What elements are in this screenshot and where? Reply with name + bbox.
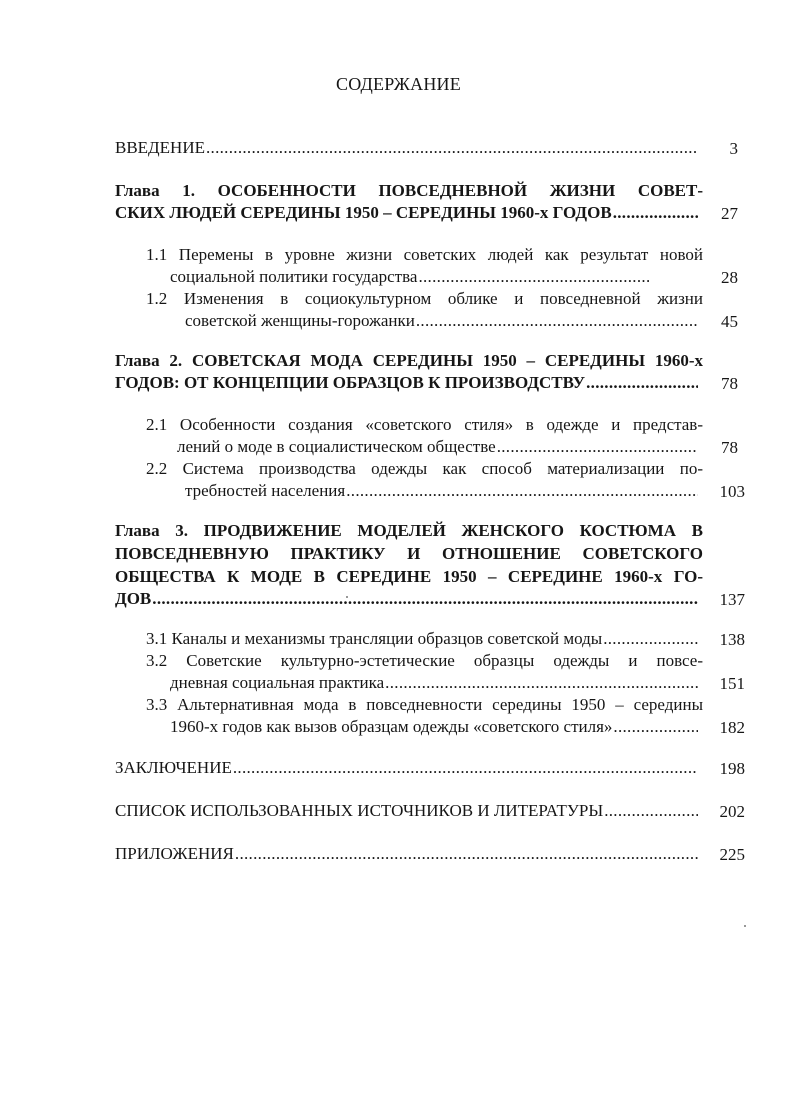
- page-number: 103: [719, 482, 745, 501]
- page-number: 151: [719, 674, 745, 693]
- page-number: 137: [719, 590, 745, 609]
- toc-section-3-3-cont: [170, 716, 698, 738]
- dot-leader: [613, 202, 698, 224]
- dot-leader: [497, 436, 698, 458]
- toc-section-3-2: [146, 650, 703, 672]
- dot-leader: [152, 588, 698, 610]
- page-number: 198: [719, 759, 745, 778]
- toc-section-2-1-cont: [177, 436, 698, 458]
- entry-label: ЗАКЛЮЧЕНИЕ: [115, 758, 232, 777]
- chapter-title-line: ОБЩЕСТВА К МОДЕ В СЕРЕДИНЕ 1950 – СЕРЕДИНЕ 1960-х ГО-: [115, 567, 703, 586]
- toc-chapter-2-cont: [115, 372, 698, 394]
- section-title-line: 3.3 Альтернативная мода в повседневности середины 1950 – середины: [146, 695, 703, 714]
- page-number: 202: [719, 802, 745, 821]
- toc-chapter-3-line4: [115, 588, 698, 610]
- toc-entry-sources: [115, 800, 698, 822]
- toc-chapter-3-line3: [115, 566, 703, 588]
- chapter-title-line: Глава 3. ПРОДВИЖЕНИЕ МОДЕЛЕЙ ЖЕНСКОГО КОСТЮМА В: [115, 521, 703, 540]
- dot-leader: [385, 672, 698, 694]
- chapter-title-line: СКИХ ЛЮДЕЙ СЕРЕДИНЫ 1950 – СЕРЕДИНЫ 1960-х ГОДОВ: [115, 203, 612, 222]
- dot-leader: [233, 757, 698, 779]
- dot-leader: [206, 137, 698, 159]
- section-title-line: дневная социальная практика: [170, 673, 385, 692]
- dot-leader: [418, 266, 649, 288]
- page-number: 45: [721, 312, 738, 331]
- page-number: 138: [719, 630, 745, 649]
- page-number: 28: [721, 268, 738, 287]
- section-title-line: 3.2 Советские культурно-эстетические образцы одежды и повсе-: [146, 651, 703, 670]
- chapter-title-line: Глава 1. ОСОБЕННОСТИ ПОВСЕДНЕВНОЙ ЖИЗНИ СОВЕТ-: [115, 181, 703, 200]
- section-title-line: 1.1 Перемены в уровне жизни советских людей как результат новой: [146, 245, 703, 264]
- toc-chapter-2: [115, 350, 703, 372]
- toc-chapter-3: [115, 520, 703, 542]
- toc-section-3-2-cont: [170, 672, 698, 694]
- toc-section-2-1: [146, 414, 703, 436]
- section-title-line: 1.2 Изменения в социокультурном облике и повседневной жизни: [146, 289, 703, 308]
- toc-section-1-1: [146, 244, 703, 266]
- scan-speck: [346, 596, 348, 598]
- section-title-line: советской женщины-горожанки: [185, 311, 415, 330]
- toc-section-3-1: [146, 628, 698, 650]
- toc-section-2-2: [146, 458, 703, 480]
- page-number: 3: [729, 139, 738, 158]
- page-number: 182: [719, 718, 745, 737]
- page-number: 27: [721, 204, 738, 223]
- chapter-title-line: Глава 2. СОВЕТСКАЯ МОДА СЕРЕДИНЫ 1950 – СЕРЕДИНЫ 1960-х: [115, 351, 703, 370]
- page-number: 78: [721, 374, 738, 393]
- toc-entry-appendices: [115, 843, 698, 865]
- toc-section-2-2-cont: [185, 480, 698, 502]
- section-title-line: 3.1 Каналы и механизмы трансляции образцов советской моды: [146, 629, 603, 648]
- toc-section-1-2: [146, 288, 703, 310]
- dot-leader: [416, 310, 698, 332]
- entry-label: СПИСОК ИСПОЛЬЗОВАННЫХ ИСТОЧНИКОВ И ЛИТЕРАТУРЫ: [115, 801, 604, 820]
- section-title-line: социальной политики государства: [170, 267, 418, 286]
- toc-chapter-1: [115, 180, 703, 202]
- toc-section-1-2-cont: [185, 310, 698, 332]
- chapter-title-line: ГОДОВ: ОТ КОНЦЕПЦИИ ОБРАЗЦОВ К ПРОИЗВОДСТВУ: [115, 373, 586, 392]
- toc-section-3-3: [146, 694, 703, 716]
- toc-entry-introduction: [115, 137, 698, 159]
- section-title-line: 2.1 Особенности создания «советского стиля» в одежде и представ-: [146, 415, 703, 434]
- dot-leader: [586, 372, 698, 394]
- dot-leader: [346, 480, 698, 502]
- section-title-line: 2.2 Система производства одежды как способ материализации по-: [146, 459, 703, 478]
- dot-leader: [604, 800, 698, 822]
- entry-label: ВВЕДЕНИЕ: [115, 138, 205, 157]
- entry-label: ПРИЛОЖЕНИЯ: [115, 844, 234, 863]
- toc-section-1-1-cont: [170, 266, 649, 288]
- scan-speck: [744, 925, 746, 927]
- dot-leader: [613, 716, 698, 738]
- section-title-line: требностей населения: [185, 481, 346, 500]
- page-title: СОДЕРЖАНИЕ: [336, 74, 461, 94]
- dot-leader: [235, 843, 698, 865]
- page-number: 78: [721, 438, 738, 457]
- page-number: 225: [719, 845, 745, 864]
- chapter-title-line: ДОВ: [115, 589, 152, 608]
- section-title-line: 1960-х годов как вызов образцам одежды «советского стиля»: [170, 717, 613, 736]
- toc-chapter-3-line2: [115, 543, 703, 565]
- chapter-title-line: ПОВСЕДНЕВНУЮ ПРАКТИКУ И ОТНОШЕНИЕ СОВЕТСКОГО: [115, 544, 703, 563]
- toc-chapter-1-cont: [115, 202, 698, 224]
- toc-entry-conclusion: [115, 757, 698, 779]
- section-title-line: лений о моде в социалистическом обществе: [177, 437, 496, 456]
- dot-leader: [603, 628, 698, 650]
